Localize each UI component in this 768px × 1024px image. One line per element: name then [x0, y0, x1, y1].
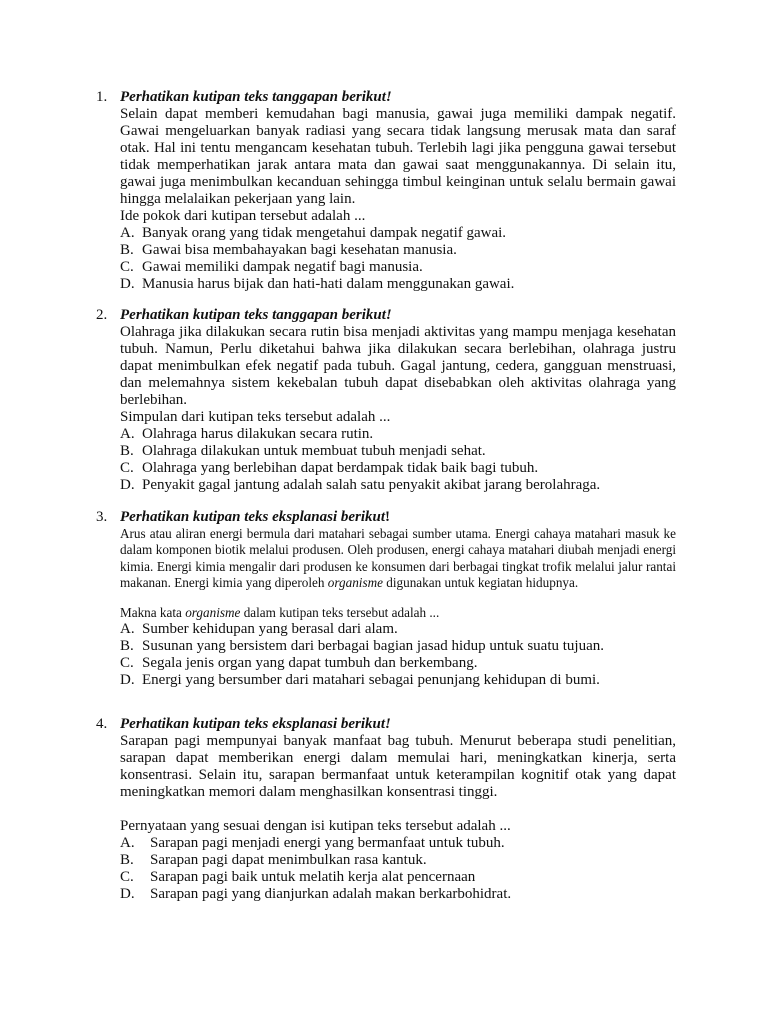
- option-letter: B.: [120, 637, 134, 654]
- option-letter: D.: [120, 671, 135, 688]
- option-text: Susunan yang bersistem dari berbagai bagian jasad hidup untuk suatu tujuan.: [142, 637, 604, 654]
- question-number: 1.: [96, 89, 108, 105]
- answer-option[interactable]: [120, 477, 676, 494]
- option-text: Gawai bisa membahayakan bagi kesehatan manusia.: [142, 242, 457, 258]
- option-letter: C.: [120, 460, 134, 476]
- stem-italic-term: organisme: [185, 604, 241, 620]
- option-letter: D.: [120, 276, 135, 292]
- answer-option[interactable]: [120, 225, 676, 242]
- answer-option[interactable]: [120, 242, 676, 259]
- question-body: [120, 307, 676, 494]
- question-2: [96, 307, 676, 494]
- option-letter: C.: [120, 259, 134, 275]
- question-heading: [120, 509, 676, 526]
- option-letter: C.: [120, 869, 134, 885]
- question-heading: Perhatikan kutipan teks tanggapan berikut!: [120, 307, 392, 323]
- answer-option[interactable]: [120, 426, 676, 443]
- answer-options: [120, 835, 676, 903]
- option-text: Sumber kehidupan yang berasal dari alam.: [142, 620, 398, 637]
- option-letter: B.: [120, 852, 134, 868]
- answer-option[interactable]: [120, 621, 676, 638]
- option-letter: B.: [120, 443, 134, 459]
- question-heading: Perhatikan kutipan teks tanggapan berikut!: [120, 89, 392, 105]
- answer-options: [120, 426, 676, 494]
- question-heading: Perhatikan kutipan teks eksplanasi berikut!: [120, 716, 391, 732]
- heading-exclamation: !: [385, 509, 391, 525]
- question-body: [120, 509, 676, 689]
- passage-italic-term: organisme: [327, 575, 383, 591]
- option-letter: B.: [120, 242, 134, 258]
- option-text: Manusia harus bijak dan hati-hati dalam menggunakan gawai.: [142, 276, 515, 292]
- answer-option[interactable]: [120, 672, 676, 689]
- option-letter: A.: [120, 620, 135, 637]
- option-text: Olahraga harus dilakukan secara rutin.: [142, 426, 374, 442]
- question-number: 4.: [96, 716, 108, 732]
- answer-option[interactable]: [120, 869, 676, 886]
- option-text: Energi yang bersumber dari matahari sebagai penunjang kehidupan di bumi.: [142, 671, 600, 688]
- option-text: Sarapan pagi baik untuk melatih kerja alat pencernaan: [150, 869, 476, 885]
- question-passage: Olahraga jika dilakukan secara rutin bisa menjadi aktivitas yang mampu menjaga kesehatan tubuh. Namun, Perlu diketahui bahwa jika dilakukan secara berlebihan, olahraga justru dapat menimbulkan efek negatif pada tubuh. Gagal jantung, cedera, gangguan menstruasi, dan melemahnya sistem kekebalan tubuh dapat disebabkan oleh aktivitas olahraga yang berlebihan.: [120, 324, 676, 408]
- option-letter: A.: [120, 835, 135, 851]
- stem-text-before: Makna kata: [120, 604, 186, 620]
- answer-option[interactable]: [120, 638, 676, 655]
- question-1: [96, 89, 676, 293]
- option-text: Sarapan pagi dapat menimbulkan rasa kantuk.: [150, 852, 427, 868]
- question-4: [96, 716, 676, 903]
- option-text: Penyakit gagal jantung adalah salah satu penyakit akibat jarang berolahraga.: [142, 477, 601, 493]
- answer-option[interactable]: [120, 655, 676, 672]
- option-text: Sarapan pagi yang dianjurkan adalah makan berkarbohidrat.: [150, 886, 512, 902]
- question-stem: [120, 604, 676, 621]
- spacer: [120, 592, 676, 604]
- answer-option[interactable]: [120, 259, 676, 276]
- option-letter: C.: [120, 654, 134, 671]
- option-text: Banyak orang yang tidak mengetahui dampak negatif gawai.: [142, 225, 507, 241]
- spacer: [120, 801, 676, 818]
- option-text: Olahraga yang berlebihan dapat berdampak tidak baik bagi tubuh.: [142, 460, 539, 476]
- option-text: Segala jenis organ yang dapat tumbuh dan berkembang.: [142, 654, 478, 671]
- question-body: [120, 89, 676, 293]
- passage-text-before: Arus atau aliran energi bermula dari matahari sebagai sumber utama. Energi cahaya matahari masuk ke dalam komponen biotik melalui produsen. Oleh produsen, energi cahaya matahari diubah menjadi energi kimia. Energi kimia mengalir dari produsen ke konsumen dari berbagai tingkat trofik melalui jalur rantai makanan. Energi kimia yang diperoleh: [120, 526, 676, 591]
- option-text: Gawai memiliki dampak negatif bagi manusia.: [142, 259, 423, 275]
- question-number: 2.: [96, 307, 108, 323]
- answer-option[interactable]: [120, 276, 676, 293]
- answer-options: [120, 621, 676, 689]
- option-text: Olahraga dilakukan untuk membuat tubuh menjadi sehat.: [142, 443, 486, 459]
- question-stem: Simpulan dari kutipan teks tersebut adalah ...: [120, 409, 391, 425]
- option-letter: A.: [120, 225, 135, 241]
- passage-text-after: digunakan untuk kegiatan hidupnya.: [382, 575, 579, 591]
- question-passage: [120, 526, 676, 592]
- answer-options: [120, 225, 676, 293]
- option-letter: D.: [120, 886, 135, 902]
- answer-option[interactable]: [120, 835, 676, 852]
- heading-text: Perhatikan kutipan teks eksplanasi berikut: [120, 509, 386, 525]
- answer-option[interactable]: [120, 852, 676, 869]
- question-stem: Pernyataan yang sesuai dengan isi kutipan teks tersebut adalah ...: [120, 818, 511, 834]
- answer-option[interactable]: [120, 443, 676, 460]
- question-passage: Selain dapat memberi kemudahan bagi manusia, gawai juga memiliki dampak negatif. Gawai mengeluarkan banyak radiasi yang secara tidak langsung merusak mata dan saraf otak. Hal ini tentu mengancam kesehatan tubuh. Terlebih lagi jika pengguna gawai tersebut tidak memperhatikan jarak antara mata dan gawai saat menggunakannya. Di selain itu, gawai juga menimbulkan kecanduan sehingga timbul keinginan untuk selalu bermain gawai hingga melalaikan pekerjaan yang lain.: [120, 106, 676, 207]
- question-number: 3.: [96, 509, 108, 525]
- question-body: [120, 716, 676, 903]
- question-3: [96, 509, 676, 689]
- question-stem: Ide pokok dari kutipan tersebut adalah ...: [120, 208, 366, 224]
- option-letter: A.: [120, 426, 135, 442]
- option-letter: D.: [120, 477, 135, 493]
- question-passage: Sarapan pagi mempunyai banyak manfaat bag tubuh. Menurut beberapa studi penelitian, sarapan dapat memberikan energi dalam memulai hari, meningkatkan kinerja, serta konsentrasi. Selain itu, sarapan bermanfaat untuk keterampilan kognitif otak yang dapat meningkatkan memori dalam menghasilkan konsentrasi tinggi.: [120, 733, 676, 800]
- answer-option[interactable]: [120, 460, 676, 477]
- stem-text-after: dalam kutipan teks tersebut adalah ...: [240, 604, 440, 620]
- option-text: Sarapan pagi menjadi energi yang bermanfaat untuk tubuh.: [150, 835, 505, 851]
- answer-option[interactable]: [120, 886, 676, 903]
